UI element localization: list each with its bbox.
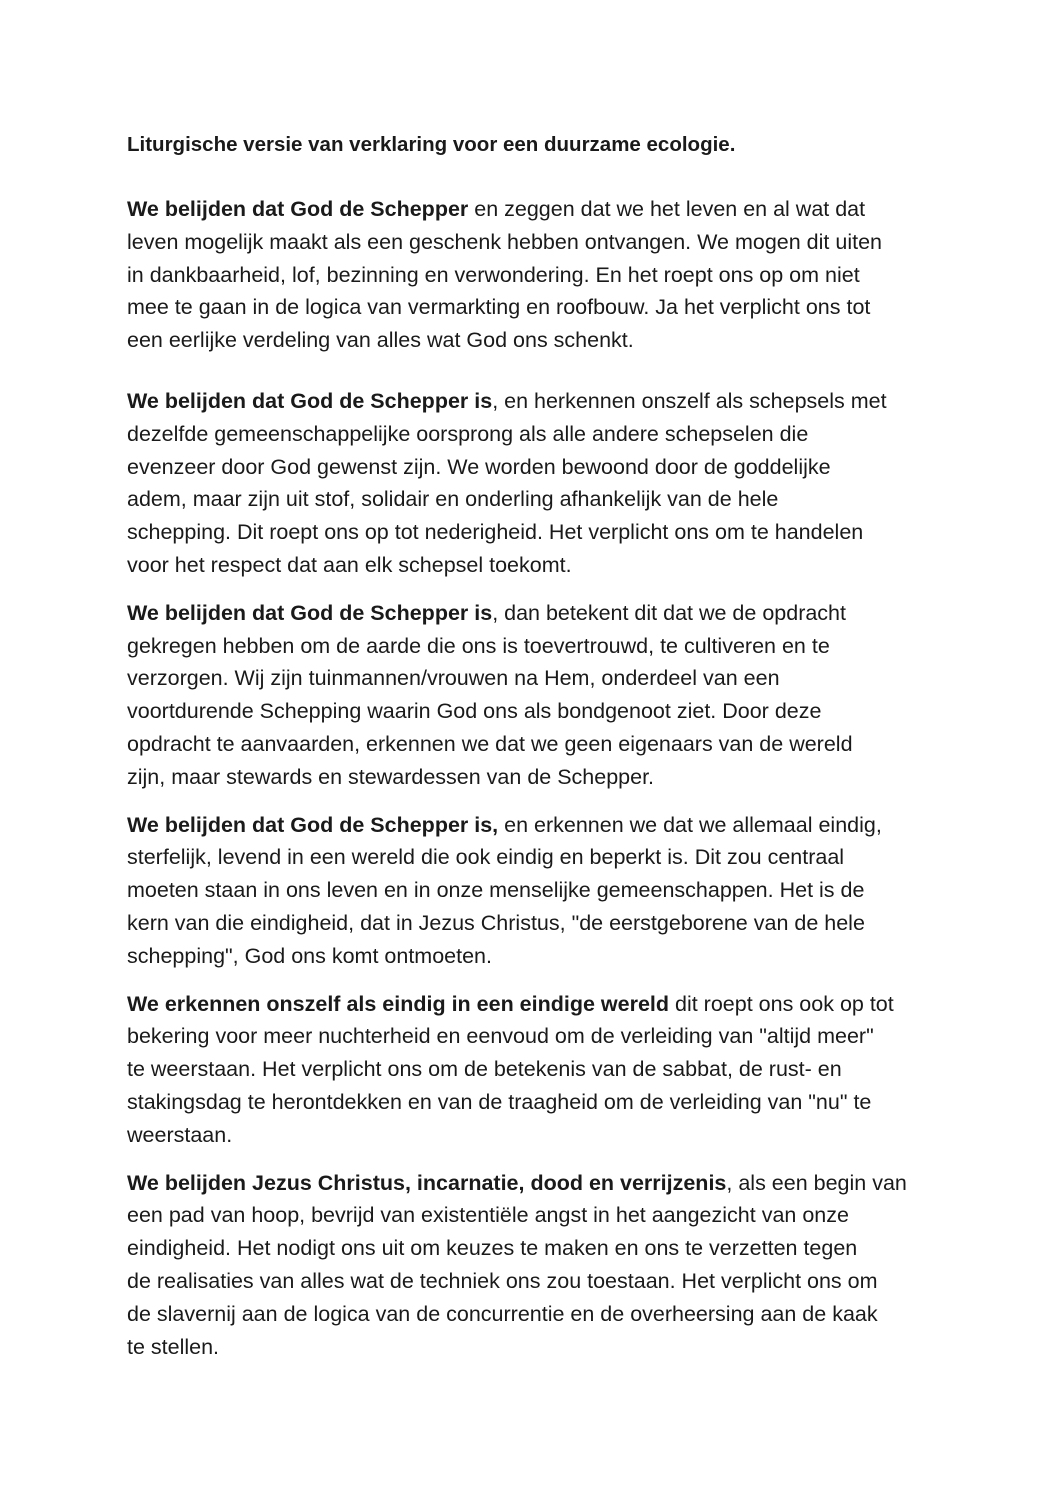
paragraph-line: de slavernij aan de logica van de concurrentie en de overheersing aan de kaak [127,1301,878,1326]
paragraph-6 [127,1167,932,1364]
paragraph-lead: We belijden dat God de Schepper is [127,388,493,413]
paragraph-line: en erkennen we dat we allemaal eindig, [498,812,882,837]
paragraph-line: voor het respect dat aan elk schepsel toekomt. [127,552,572,577]
paragraph-line: voortdurende Schepping waarin God ons als bondgenoot ziet. Door deze [127,699,822,724]
paragraph-lead: We belijden dat God de Schepper is [127,600,493,625]
paragraph-line: een pad van hoop, bevrijd van existentiële angst in het aangezicht van onze [127,1203,849,1228]
paragraph-line: schepping", God ons komt ontmoeten. [127,943,492,968]
paragraph-lead: We belijden dat God de Schepper [127,197,469,221]
paragraph-line: , als een begin van [726,1170,907,1195]
paragraph-lead: We belijden Jezus Christus, incarnatie, dood en verrijzenis [127,1170,727,1195]
paragraph-line: dit roept ons ook op tot [669,991,894,1016]
paragraph-line: en zeggen dat we het leven en al wat dat [468,197,866,221]
paragraph-line: een eerlijke verdeling van alles wat God ons schenkt. [127,328,634,353]
paragraph-line: , dan betekent dit dat we de opdracht [492,600,846,625]
paragraph-line: gekregen hebben om de aarde die ons is toevertrouwd, te cultiveren en te [127,633,830,658]
paragraph-line: dezelfde gemeenschappelijke oorsprong als alle andere schepselen die [127,421,809,446]
document-title: Liturgische versie van verklaring voor een duurzame ecologie. [127,133,736,156]
paragraph-line: verzorgen. Wij zijn tuinmannen/vrouwen na Hem, onderdeel van een [127,666,780,691]
paragraph-line: weerstaan. [127,1122,233,1147]
paragraph-line: evenzeer door God gewenst zijn. We worden bewoond door de goddelijke [127,454,831,479]
paragraph-1 [127,193,932,357]
paragraph-line: te stellen. [127,1334,220,1359]
paragraph-line: leven mogelijk maakt als een geschenk hebben ontvangen. We mogen dit uiten [127,229,882,254]
paragraph-line: bekering voor meer nuchterheid en eenvoud om de verleiding van "altijd meer" [127,1024,874,1049]
paragraph-line: moeten staan in ons leven en in onze menselijke gemeenschappen. Het is de [127,878,865,903]
paragraph-line: eindigheid. Het nodigt ons uit om keuzes te maken en ons te verzetten tegen [127,1236,858,1261]
paragraph-lead: We belijden dat God de Schepper is, [127,812,499,837]
paragraph-line: , en herkennen onszelf als schepsels met [492,388,887,413]
paragraph-line: mee te gaan in de logica van vermarkting en roofbouw. Ja het verplicht ons tot [127,295,871,320]
paragraph-line: stakingsdag te herontdekken en van de traagheid om de verleiding van "nu" te [127,1089,872,1114]
paragraph-line: sterfelijk, levend in een wereld die ook eindig en beperkt is. Dit zou centraal [127,845,845,870]
paragraph-2 [127,385,932,582]
paragraph-5 [127,988,932,1152]
paragraph-line: kern van die eindigheid, dat in Jezus Christus, "de eerstgeborene van de hele [127,910,865,935]
paragraph-line: de realisaties van alles wat de techniek ons zou toestaan. Het verplicht ons om [127,1268,878,1293]
paragraph-3 [127,597,932,794]
document-body [127,128,932,1363]
paragraph-line: te weerstaan. Het verplicht ons om de betekenis van de sabbat, de rust- en [127,1057,842,1082]
paragraph-line: in dankbaarheid, lof, bezinning en verwondering. En het roept ons op om niet [127,262,860,287]
paragraph-line: adem, maar zijn uit stof, solidair en onderling afhankelijk van de hele [127,487,779,512]
paragraph-line: opdracht te aanvaarden, erkennen we dat we geen eigenaars van de wereld [127,731,853,756]
paragraph-4 [127,809,932,973]
paragraph-lead: We erkennen onszelf als eindig in een eindige wereld [127,991,670,1016]
paragraph-line: zijn, maar stewards en stewardessen van de Schepper. [127,764,655,789]
paragraph-line: schepping. Dit roept ons op tot nederigheid. Het verplicht ons om te handelen [127,520,864,545]
